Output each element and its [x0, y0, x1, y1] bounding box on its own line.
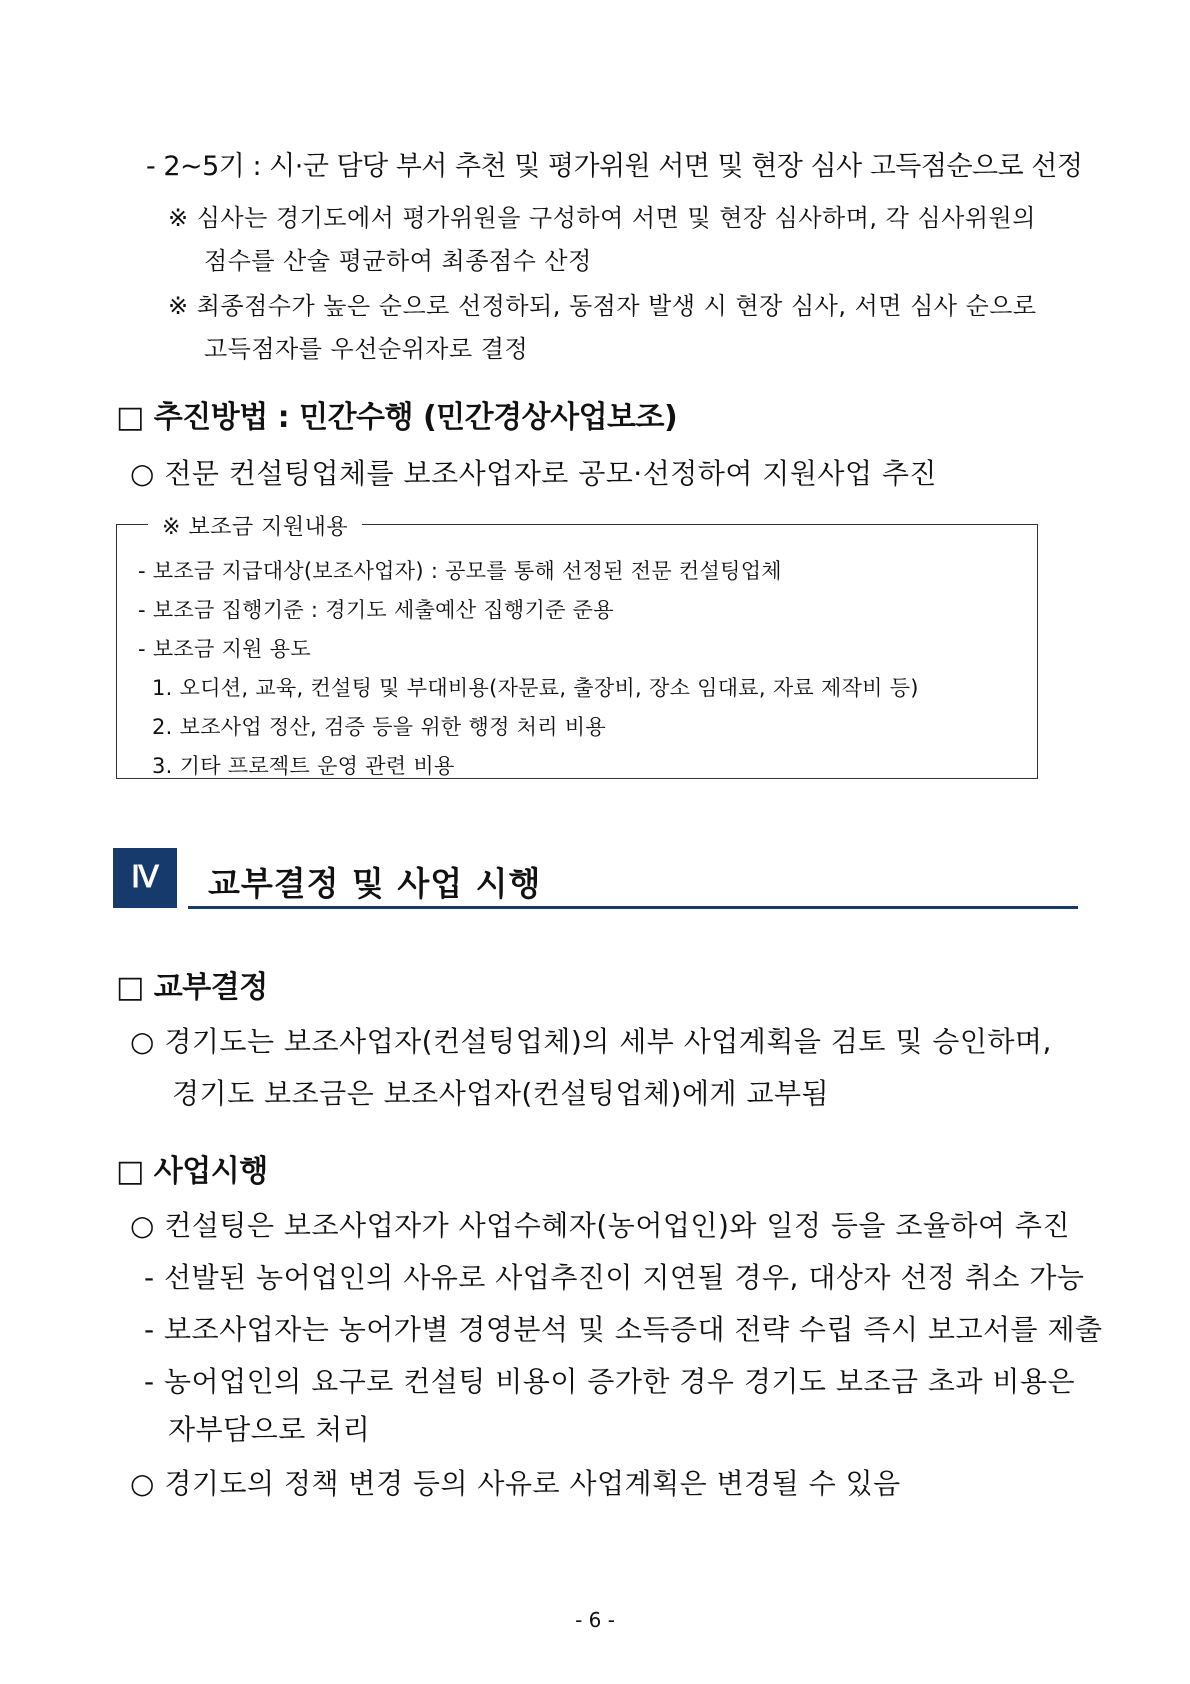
note-tie-line2: 고득점자를 우선순위자로 결정 — [204, 335, 529, 363]
execution-bullet1: ○ 컨설팅은 보조사업자가 사업수혜자(농어업인)와 일정 등을 조율하여 추진 — [130, 1209, 1071, 1242]
method-bullet: ○ 전문 컨설팅업체를 보조사업자로 공모·선정하여 지원사업 추진 — [130, 457, 937, 490]
execution-dash3-line2: 자부담으로 처리 — [168, 1413, 371, 1446]
chapter-underline — [188, 906, 1078, 909]
subsidy-line: 2. 보조사업 정산, 검증 등을 위한 행정 처리 비용 — [152, 715, 606, 739]
execution-dash3-line1: - 농어업인의 요구로 컨설팅 비용이 증가한 경우 경기도 보조금 초과 비용은 — [144, 1365, 1076, 1398]
execution-dash2: - 보조사업자는 농어가별 경영분석 및 소득증대 전략 수립 즉시 보고서를 제출 — [144, 1313, 1103, 1346]
subsidy-line: - 보조금 지급대상(보조사업자) : 공모를 통해 선정된 전문 컨설팅업체 — [138, 559, 782, 583]
execution-heading: □ 사업시행 — [116, 1154, 268, 1189]
subsidy-line: 3. 기타 프로젝트 운영 관련 비용 — [152, 754, 455, 778]
execution-bullet2: ○ 경기도의 정책 변경 등의 사유로 사업계획은 변경될 수 있음 — [130, 1467, 901, 1500]
page-number: - 6 - — [575, 1608, 615, 1632]
grant-bullet-line2: 경기도 보조금은 보조사업자(컨설팅업체)에게 교부됨 — [172, 1077, 830, 1110]
chapter-title: 교부결정 및 사업 시행 — [208, 864, 542, 903]
method-heading: □ 추진방법 : 민간수행 (민간경상사업보조) — [116, 400, 678, 435]
grant-bullet-line1: ○ 경기도는 보조사업자(컨설팅업체)의 세부 사업계획을 검토 및 승인하며, — [130, 1025, 1052, 1058]
execution-dash1: - 선발된 농어업인의 사유로 사업추진이 지연될 경우, 대상자 선정 취소 가능 — [144, 1261, 1085, 1294]
subsidy-line: - 보조금 지원 용도 — [138, 637, 311, 661]
subsidy-line: 1. 오디션, 교육, 컨설팅 및 부대비용(자문료, 출장비, 장소 임대료, 자료 제작비 등) — [152, 676, 919, 700]
grant-heading: □ 교부결정 — [116, 970, 268, 1005]
chapter-number-badge: Ⅳ — [113, 848, 177, 908]
note-review-line1: ※ 심사는 경기도에서 평가위원을 구성하여 서면 및 현장 심사하며, 각 심사위원의 — [168, 204, 1036, 232]
subsidy-box-title: ※ 보조금 지원내용 — [148, 510, 362, 541]
subsidy-line: - 보조금 집행기준 : 경기도 세출예산 집행기준 준용 — [138, 598, 614, 622]
note-review-line2: 점수를 산술 평균하여 최종점수 산정 — [204, 247, 592, 275]
note-tie-line1: ※ 최종점수가 높은 순으로 선정하되, 동점자 발생 시 현장 심사, 서면 심사 순으로 — [168, 292, 1037, 320]
selection-criteria-line: - 2~5기 : 시·군 담당 부서 추천 및 평가위원 서면 및 현장 심사 고득점순으로 선정 — [146, 151, 1083, 182]
